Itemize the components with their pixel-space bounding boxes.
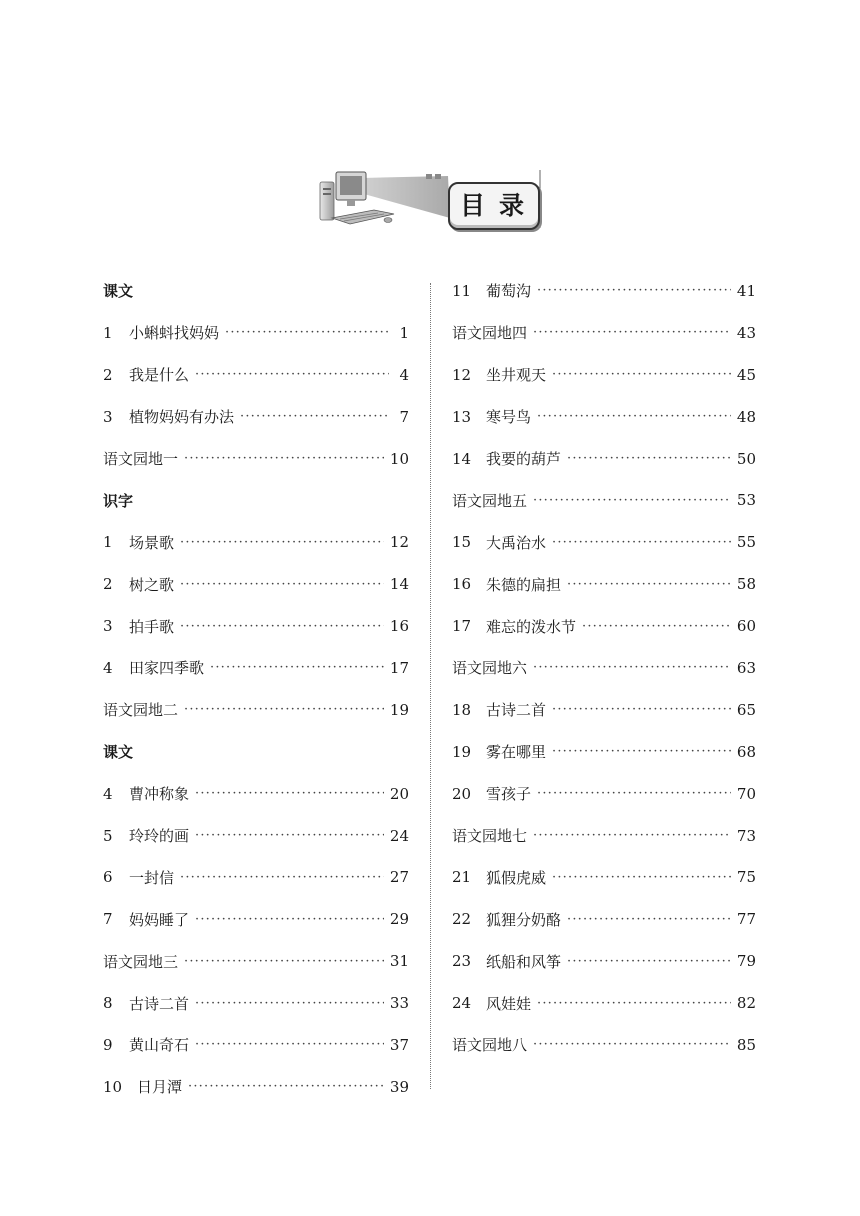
entry-number: 11 [452,281,472,300]
dot-leader [552,702,731,717]
section-heading-label: 课文 [103,743,134,762]
entry-title: 我是什么 [129,366,190,385]
entry-title: 一封信 [129,868,175,887]
entry-page-number: 73 [736,826,756,845]
dot-leader [533,325,731,340]
toc-entry[interactable] [452,815,756,857]
dot-leader [537,409,731,424]
dot-leader [240,409,389,424]
entry-number: 3 [103,617,113,636]
entry-title: 植物妈妈有办法 [129,408,235,427]
entry-title: 田家四季歌 [129,659,205,678]
entry-page-number: 43 [736,323,756,342]
entry-number: 1 [103,323,113,342]
entry-number: 23 [452,952,472,971]
entry-page-number: 65 [736,700,756,719]
dot-leader [188,1079,384,1094]
entry-title: 语文园地五 [452,491,528,510]
toc-entry[interactable] [452,982,756,1024]
dot-leader [210,660,384,675]
entry-title: 纸船和风筝 [486,952,562,971]
entry-title: 雾在哪里 [486,743,547,762]
dot-leader [195,786,384,801]
entry-number: 7 [103,910,113,929]
entry-page-number: 55 [736,533,756,552]
section-heading [103,731,409,773]
entry-page-number: 60 [736,617,756,636]
entry-page-number: 4 [399,365,409,384]
entry-page-number: 77 [736,910,756,929]
entry-number: 14 [452,449,472,468]
dot-leader [537,996,731,1011]
toc-entry[interactable] [452,270,756,312]
toc-entry[interactable] [452,773,756,815]
entry-page-number: 41 [736,281,756,300]
entry-page-number: 33 [389,994,409,1013]
entry-title: 玲玲的画 [129,827,190,846]
toc-entry[interactable] [103,647,409,689]
toc-entry[interactable] [452,312,756,354]
dot-leader [533,493,731,508]
entry-page-number: 50 [736,449,756,468]
entry-number: 1 [103,533,113,552]
entry-number: 19 [452,742,472,761]
entry-number: 3 [103,407,113,426]
dot-leader [180,619,384,634]
entry-page-number: 20 [389,784,409,803]
entry-title: 语文园地六 [452,659,528,678]
toc-entry[interactable] [103,396,409,438]
entry-page-number: 31 [389,952,409,971]
entry-page-number: 70 [736,784,756,803]
entry-number: 21 [452,868,472,887]
dot-leader [184,451,384,466]
entry-page-number: 48 [736,407,756,426]
dot-leader [195,828,384,843]
dot-leader [184,702,384,717]
toc-entry[interactable] [103,605,409,647]
dot-leader [195,912,384,927]
toc-entry[interactable] [452,1024,756,1066]
entry-title: 葡萄沟 [486,282,532,301]
toc-entry[interactable] [103,773,409,815]
entry-number: 16 [452,575,472,594]
dot-leader [567,912,731,927]
toc-entry[interactable] [103,898,409,940]
toc-entry[interactable] [103,1024,409,1066]
entry-number: 20 [452,784,472,803]
entry-page-number: 68 [736,742,756,761]
entry-page-number: 45 [736,365,756,384]
entry-page-number: 7 [399,407,409,426]
section-heading [103,479,409,521]
dot-leader [195,996,384,1011]
dot-leader [180,577,384,592]
entry-page-number: 58 [736,575,756,594]
dot-leader [567,577,731,592]
entry-page-number: 17 [389,658,409,677]
entry-title: 风娃娃 [486,994,532,1013]
entry-title: 我要的葫芦 [486,450,562,468]
toc-entry[interactable] [452,940,756,982]
toc-entry[interactable] [452,856,756,898]
toc-entry[interactable] [452,731,756,773]
entry-number: 2 [103,575,113,594]
section-heading-label: 识字 [103,491,134,510]
entry-page-number: 16 [389,617,409,636]
entry-page-number: 12 [389,533,409,552]
entry-title: 语文园地八 [452,1036,528,1055]
dot-leader [552,367,731,382]
entry-title: 日月潭 [137,1078,183,1097]
entry-number: 6 [103,868,113,887]
entry-title: 妈妈睡了 [129,910,190,929]
entry-title: 树之歌 [129,575,175,594]
toc-entry[interactable] [103,815,409,857]
entry-title: 古诗二首 [486,701,547,720]
entry-title: 语文园地七 [452,827,528,846]
toc-entry[interactable] [103,563,409,605]
entry-page-number: 10 [389,449,409,468]
dot-leader [567,954,731,969]
entry-number: 5 [103,826,113,845]
entry-title: 语文园地三 [103,952,179,971]
dot-leader [552,870,731,885]
dot-leader [533,660,731,675]
entry-title: 场景歌 [129,533,175,552]
dot-leader [180,535,384,550]
entry-number: 24 [452,994,472,1013]
entry-number: 9 [103,1035,113,1054]
toc-left-column [103,270,409,1108]
entry-page-number: 85 [736,1035,756,1054]
entry-page-number: 75 [736,868,756,887]
toc-entry[interactable] [103,438,409,480]
dot-leader [533,828,731,843]
entry-number: 4 [103,784,113,803]
toc-entry[interactable] [452,396,756,438]
toc-entry[interactable] [103,1066,409,1108]
dot-leader [180,870,384,885]
entry-title: 狐狸分奶酪 [486,910,562,929]
entry-page-number: 24 [389,826,409,845]
dot-leader [225,325,389,340]
entry-page-number: 37 [389,1035,409,1054]
entry-title: 语文园地四 [452,324,528,343]
toc-entry[interactable] [452,479,756,521]
toc-right-column [452,270,756,1066]
entry-page-number: 1 [399,323,409,342]
toc-entry[interactable] [452,521,756,563]
entry-title: 古诗二首 [129,994,190,1013]
entry-title: 黄山奇石 [129,1036,190,1055]
dot-leader [552,535,731,550]
entry-title: 语文园地一 [103,450,179,468]
toc-entry[interactable] [103,856,409,898]
entry-number: 4 [103,658,113,677]
section-heading-label: 课文 [103,282,134,301]
dot-leader [195,367,389,382]
entry-number: 8 [103,994,113,1013]
toc-entry[interactable] [103,689,409,731]
column-divider [430,283,431,1089]
entry-title: 坐井观天 [486,366,547,385]
section-heading [103,270,409,312]
entry-number: 22 [452,910,472,929]
toc-entry[interactable] [452,605,756,647]
dot-leader [582,619,731,634]
entry-page-number: 79 [736,952,756,971]
dot-leader [537,283,731,298]
entry-title: 曹冲称象 [129,785,190,804]
entry-number: 15 [452,533,472,552]
entry-number: 2 [103,365,113,384]
toc-entry[interactable] [103,982,409,1024]
entry-number: 10 [103,1077,123,1096]
toc-entry[interactable] [103,521,409,563]
entry-title: 小蝌蚪找妈妈 [129,324,220,343]
entry-title: 寒号鸟 [486,408,532,427]
dot-leader [184,954,384,969]
entry-title: 难忘的泼水节 [486,617,577,636]
entry-title: 拍手歌 [129,617,175,636]
dot-leader [537,786,731,801]
entry-page-number: 39 [389,1077,409,1096]
entry-title: 雪孩子 [486,785,532,804]
toc-entry[interactable] [452,438,756,480]
toc-entry[interactable] [452,647,756,689]
entry-number: 13 [452,407,472,426]
dot-leader [195,1037,384,1052]
toc-entry[interactable] [452,689,756,731]
entry-page-number: 53 [736,491,756,510]
entry-page-number: 82 [736,994,756,1013]
entry-number: 18 [452,700,472,719]
entry-page-number: 14 [389,575,409,594]
dot-leader [552,744,731,759]
entry-title: 语文园地二 [103,701,179,720]
toc-entry[interactable] [103,312,409,354]
toc-entry[interactable] [452,354,756,396]
entry-number: 12 [452,365,472,384]
toc-entry[interactable] [103,354,409,396]
entry-title: 大禹治水 [486,533,547,552]
entry-title: 朱德的扁担 [486,575,562,594]
toc-entry[interactable] [452,898,756,940]
toc-entry[interactable] [103,940,409,982]
entry-page-number: 19 [389,700,409,719]
entry-number: 17 [452,617,472,636]
entry-page-number: 63 [736,658,756,677]
entry-page-number: 29 [389,910,409,929]
toc-entry[interactable] [452,563,756,605]
dot-leader [533,1037,731,1052]
dot-leader [567,451,731,466]
entry-title: 狐假虎威 [486,868,547,887]
entry-page-number: 27 [389,868,409,887]
page-title: 目录 [448,182,540,230]
